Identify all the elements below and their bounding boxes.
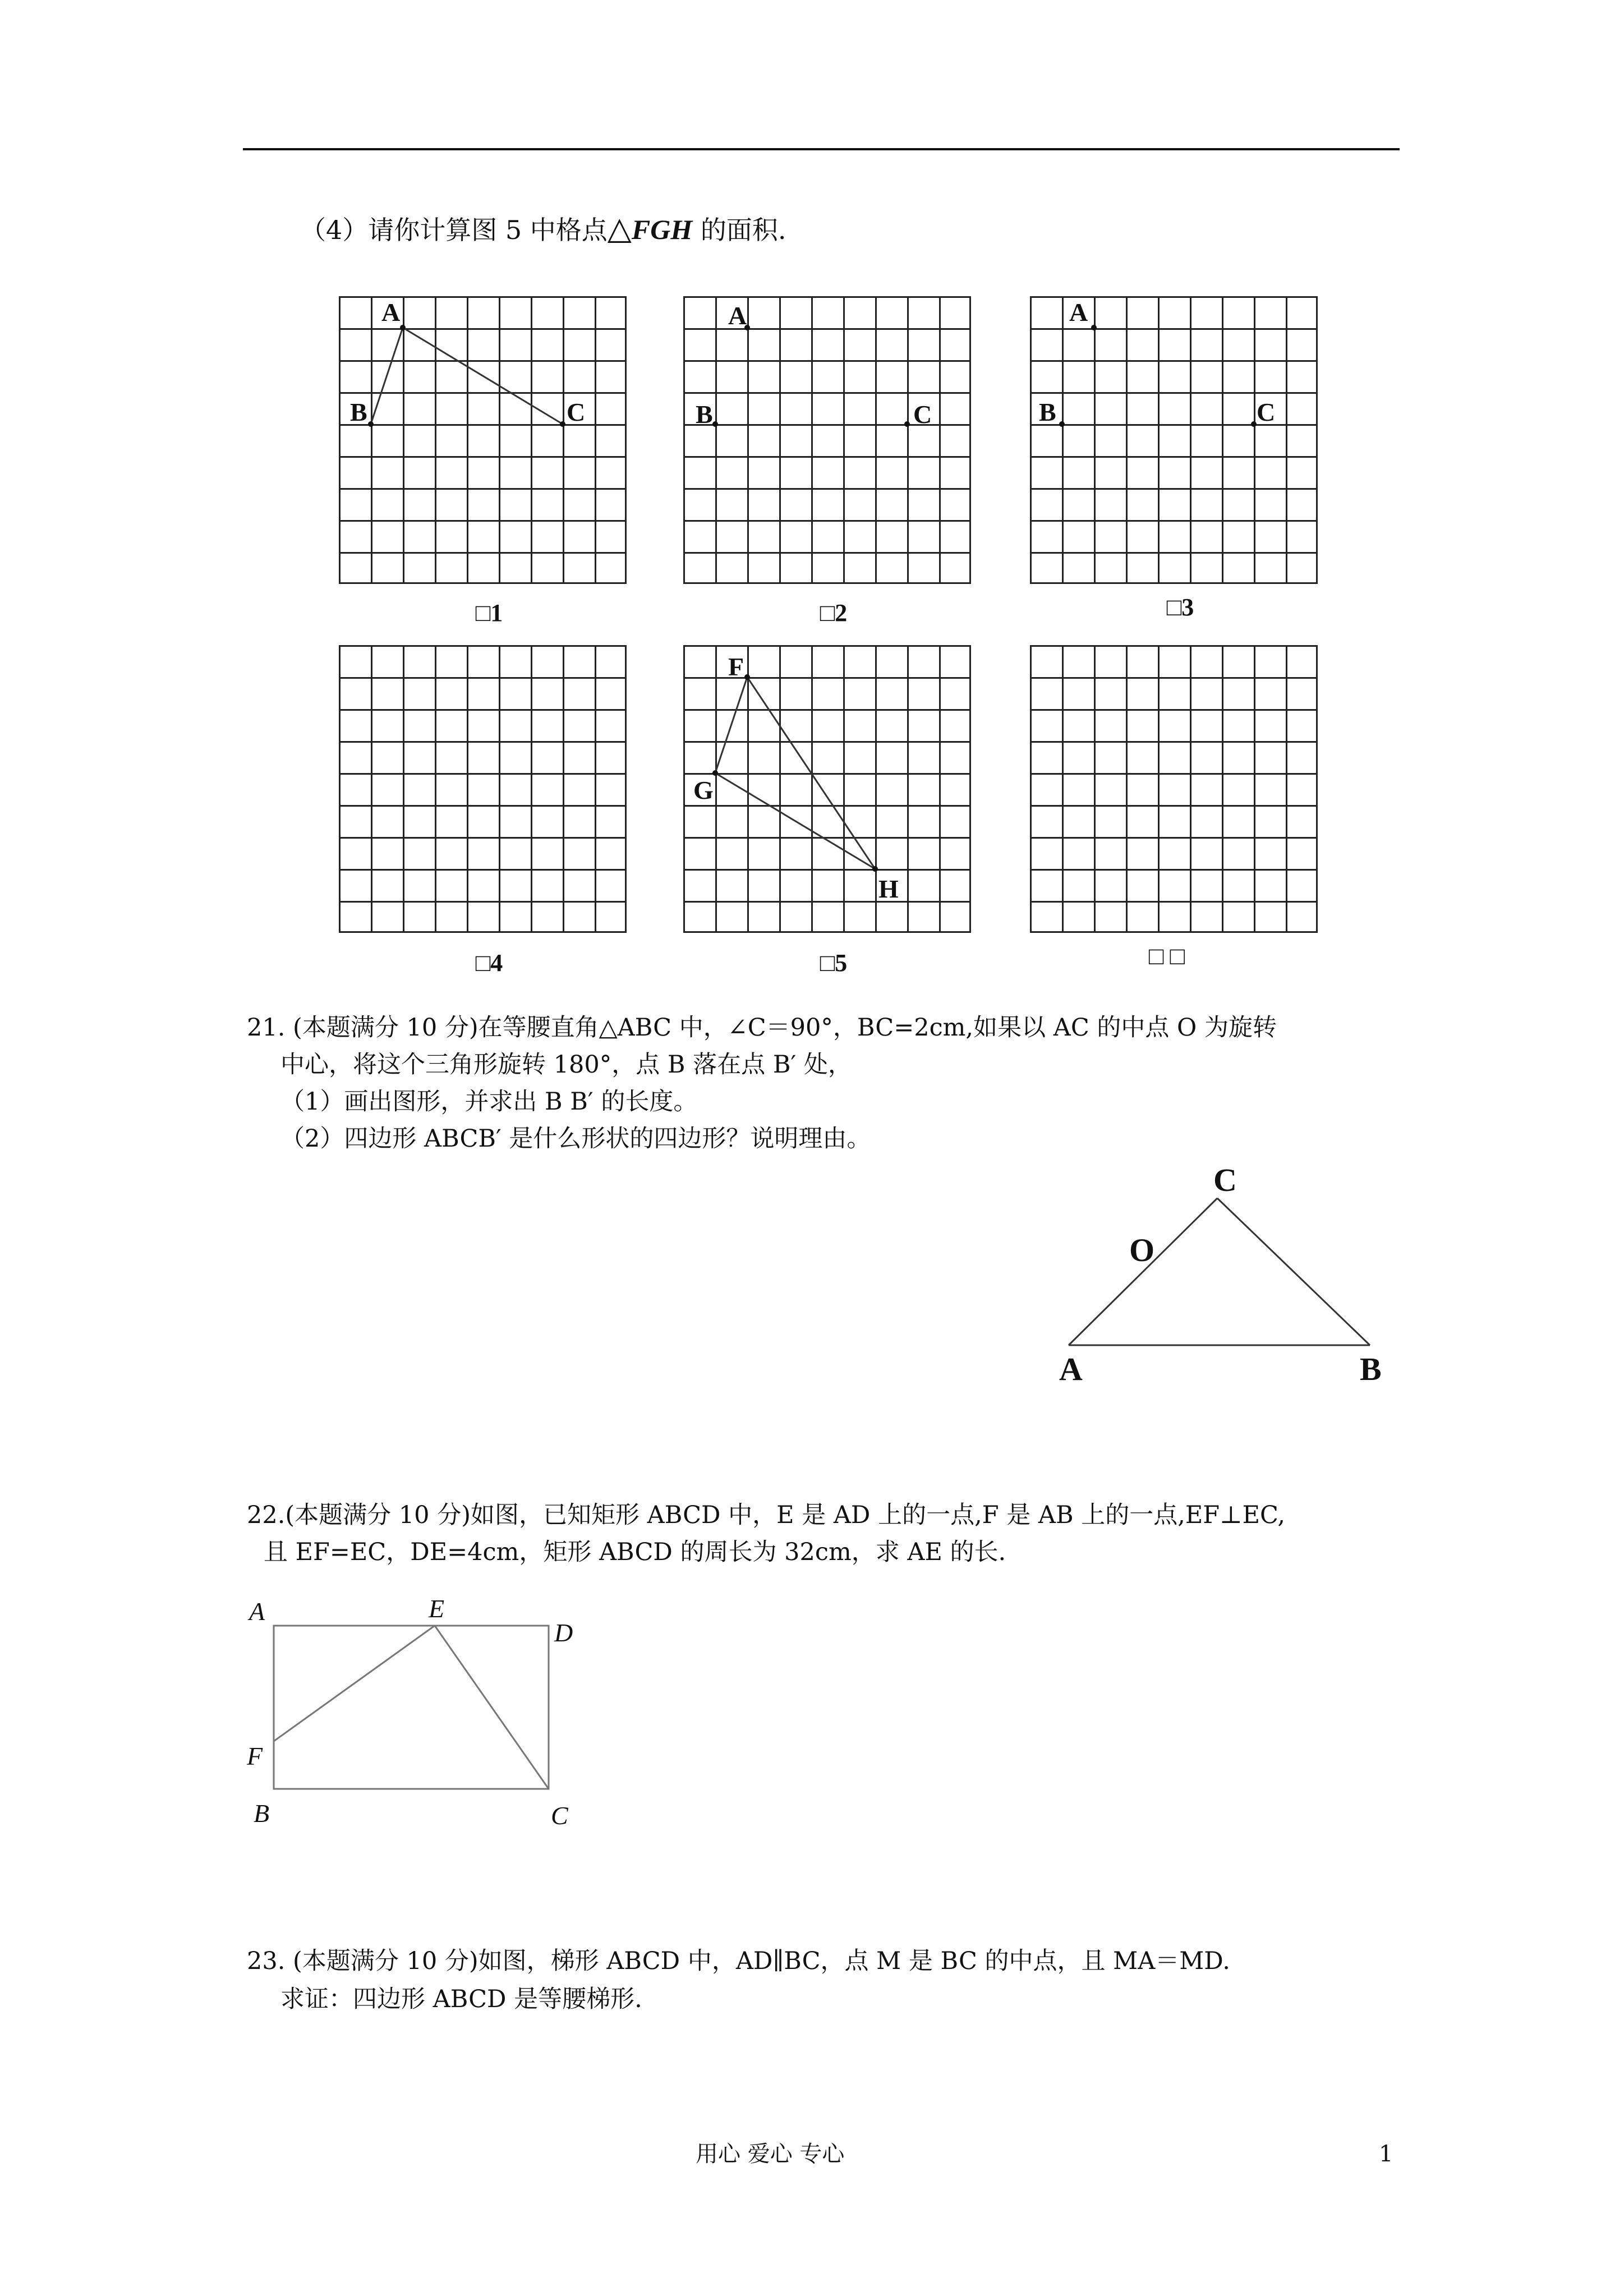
grid5-label-h: H (878, 875, 899, 903)
grid-figure-2 (683, 296, 971, 584)
q20-part4-prefix: （4）请你计算图 5 中格点 (300, 215, 608, 245)
side-cb (1217, 1198, 1370, 1345)
segment-fe (274, 1626, 435, 1741)
q21-line1: 21. (本题满分 10 分)在等腰直角△ABC 中，∠C＝90°，BC=2cm,如果以 AC 的中点 O 为旋转 (247, 1014, 1277, 1042)
grid5-caption: □5 (820, 949, 848, 977)
q22-label-e: E (429, 1594, 445, 1623)
segment-ac (403, 328, 563, 424)
q22-line1: 22.(本题满分 10 分)如图，已知矩形 ABCD 中，E 是 AD 上的一点,F 是 AB 上的一点,EF⊥EC, (247, 1501, 1285, 1529)
q21-label-c: C (1213, 1162, 1237, 1198)
q21-line3: （1）画出图形，并求出 B B′ 的长度。 (280, 1088, 698, 1116)
point-b-dot (1059, 421, 1065, 427)
q22-line2: 且 EF=EC，DE=4cm，矩形 ABCD 的周长为 32cm，求 AE 的长. (264, 1538, 1006, 1566)
q21-line2: 中心，将这个三角形旋转 180°，点 B 落在点 B′ 处， (280, 1051, 852, 1079)
grid6-caption: □ □ (1148, 942, 1185, 970)
grid-figure-5 (683, 645, 971, 933)
point-b-dot (368, 421, 374, 427)
grid2-caption: □2 (820, 599, 848, 627)
point-h-dot (872, 866, 878, 872)
q21-line4: （2）四边形 ABCB′ 是什么形状的四边形？说明理由。 (280, 1125, 871, 1153)
triangle-name: FGH (631, 214, 693, 245)
grid2-label-a: A (728, 301, 747, 330)
grid-figure-1 (339, 296, 627, 584)
q22-label-b: B (254, 1799, 270, 1828)
rectangle-abcd (274, 1626, 549, 1789)
grid-4-lines (339, 645, 627, 933)
point-c-dot (560, 421, 565, 427)
grid5-label-f: F (728, 652, 744, 681)
q22-label-a: A (249, 1597, 265, 1626)
point-a-dot (400, 325, 406, 330)
segment-ec (435, 1626, 549, 1789)
grid2-label-b: B (696, 400, 713, 429)
point-f-dot (744, 674, 750, 680)
grid1-label-c: C (567, 398, 586, 426)
q21-label-o: O (1129, 1232, 1155, 1268)
q21-label-b: B (1360, 1351, 1382, 1387)
grid-figure-3 (1030, 296, 1318, 584)
side-ac (1069, 1198, 1217, 1345)
triangle-symbol: △ (607, 210, 632, 247)
grid3-label-a: A (1069, 298, 1088, 326)
grid-figure-4 (339, 645, 627, 933)
grid3-label-b: B (1039, 398, 1056, 426)
q23-line2: 求证：四边形 ABCD 是等腰梯形. (280, 1985, 642, 2013)
page-number: 1 (1379, 2141, 1393, 2167)
point-g-dot (712, 770, 718, 776)
q21-label-a: A (1059, 1351, 1083, 1387)
segment-fg (715, 677, 747, 773)
q22-rectangle-figure (264, 1616, 555, 1806)
segment-gh (715, 773, 875, 869)
segment-ab (371, 328, 403, 424)
grid3-label-c: C (1257, 398, 1276, 426)
grid1-label-b: B (350, 398, 367, 426)
grid-figure-6 (1030, 645, 1318, 933)
q22-label-c: C (551, 1801, 568, 1830)
grid-3-lines (1030, 296, 1318, 584)
q22-label-f: F (247, 1742, 263, 1770)
q20-part4-text (300, 212, 786, 247)
point-c-dot (904, 421, 910, 427)
q21-triangle-figure (1055, 1189, 1391, 1380)
point-a-dot (1091, 325, 1097, 330)
q23-line1: 23. (本题满分 10 分)如图，梯形 ABCD 中，AD∥BC，点 M 是 BC 的中点，且 MA＝MD. (247, 1947, 1230, 1975)
footer-center-text: 用心 爱心 专心 (696, 2141, 845, 2167)
point-c-dot (1251, 421, 1257, 427)
grid1-label-a: A (381, 298, 401, 326)
grid4-caption: □4 (475, 949, 503, 977)
grid-1-lines (339, 296, 627, 584)
grid2-label-c: C (913, 400, 932, 429)
grid-2-lines (683, 296, 971, 584)
header-rule (243, 148, 1400, 150)
point-b-dot (712, 421, 718, 427)
grid-5-lines (683, 645, 971, 933)
q20-part4-suffix: 的面积. (700, 215, 786, 245)
grid1-caption: □1 (475, 599, 503, 627)
grid5-label-g: G (693, 776, 714, 804)
q22-label-d: D (554, 1618, 573, 1647)
grid3-caption: □3 (1166, 593, 1194, 621)
grid-6-lines (1030, 645, 1318, 933)
